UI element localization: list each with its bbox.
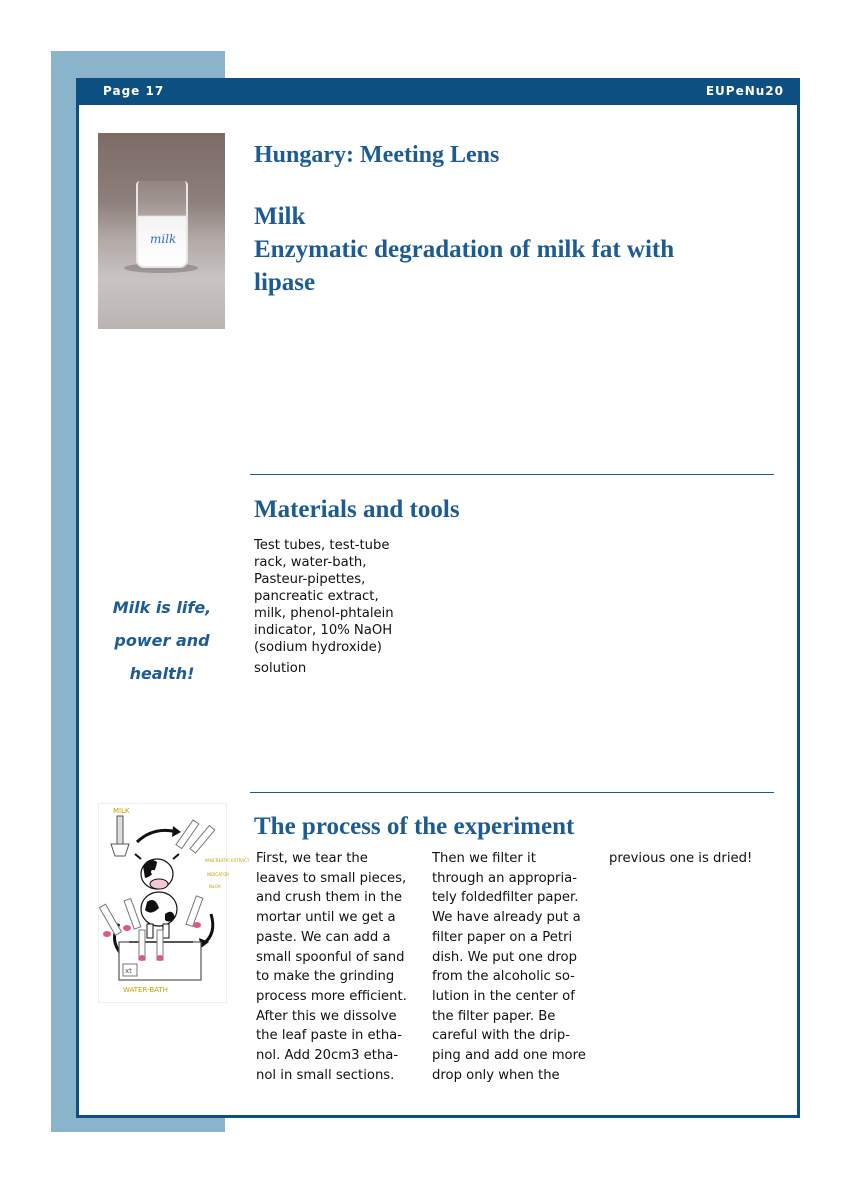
section-divider <box>250 474 774 475</box>
process-line: mortar until we get a <box>256 910 396 926</box>
process-column-1 <box>256 849 416 1085</box>
process-line: to make the grinding <box>256 969 395 985</box>
experiment-title <box>254 200 754 299</box>
process-line: Then we filter it <box>432 851 536 866</box>
materials-list <box>254 537 424 677</box>
header-bar <box>76 78 798 105</box>
cow-illustration-svg <box>99 804 250 1002</box>
materials-line: Pasteur-pipettes, <box>254 572 366 587</box>
process-line: nol in small sections. <box>256 1067 395 1083</box>
experiment-title-line: Milk <box>254 203 306 230</box>
glass-label: milk <box>150 232 177 246</box>
experiment-title-line: lipase <box>254 269 316 296</box>
label-milk: MILK <box>113 807 130 815</box>
process-line: First, we tear the <box>256 851 368 866</box>
process-line: After this we dissolve <box>256 1008 397 1024</box>
materials-line: solution <box>254 661 307 676</box>
process-line: filter paper on a Petri <box>432 929 573 945</box>
milk-glass <box>136 181 188 268</box>
materials-line: milk, phenol-phtalein <box>254 606 394 621</box>
materials-line: Test tubes, test-tube <box>254 538 390 553</box>
process-line: paste. We can add a <box>256 929 391 945</box>
materials-line: (sodium hydroxide) <box>254 640 382 655</box>
materials-line: indicator, 10% NaOH <box>254 623 393 638</box>
process-line: tely foldedfilter paper. <box>432 890 579 906</box>
label-water-bath: WATER-BATH <box>123 986 168 994</box>
process-line: We have already put a <box>432 910 581 926</box>
milk-photo <box>98 133 225 329</box>
process-line: process more efficient. <box>256 988 407 1004</box>
process-line: the filter paper. Be <box>432 1008 556 1024</box>
materials-line: pancreatic extract, <box>254 589 379 604</box>
process-column-3 <box>609 849 779 869</box>
materials-line: rack, water-bath, <box>254 555 367 570</box>
section-divider <box>250 792 774 793</box>
process-line: small spoonful of sand <box>256 949 405 965</box>
label-xt: xt <box>125 967 132 975</box>
process-line: leaves to small pieces, <box>256 870 407 886</box>
materials-heading: Materials and tools <box>254 496 460 523</box>
process-line: lution in the center of <box>432 988 575 1004</box>
label-naoh: NaOH <box>209 884 221 889</box>
quote-line: health! <box>129 664 195 683</box>
quote-line: power and <box>114 631 210 650</box>
process-line: through an appropria- <box>432 870 577 886</box>
page-number: Page 17 <box>103 84 165 98</box>
quote-line: Milk is life, <box>112 598 212 617</box>
experiment-title-line: Enzymatic degradation of milk fat with <box>254 236 675 263</box>
process-line: drop only when the <box>432 1067 560 1083</box>
process-line: previous one is dried! <box>609 851 753 866</box>
process-heading: The process of the experiment <box>254 813 575 840</box>
process-line: from the alcoholic so- <box>432 969 575 985</box>
page-title: Hungary: Meeting Lens <box>254 142 500 168</box>
process-line: dish. We put one drop <box>432 949 577 965</box>
experiment-illustration <box>98 803 250 1003</box>
pull-quote <box>104 591 220 690</box>
process-line: the leaf paste in etha- <box>256 1028 403 1044</box>
process-line: ping and add one more <box>432 1048 586 1064</box>
label-indicator: INDICATOR <box>207 872 230 877</box>
process-column-2 <box>432 849 597 1085</box>
label-pancreatic: PANCREATIC EXTRACT <box>205 858 250 863</box>
process-line: nol. Add 20cm3 etha- <box>256 1048 399 1064</box>
process-line: and crush them in the <box>256 890 402 906</box>
publication-code: EUPeNu20 <box>705 84 784 98</box>
process-line: careful with the drip- <box>432 1028 571 1044</box>
